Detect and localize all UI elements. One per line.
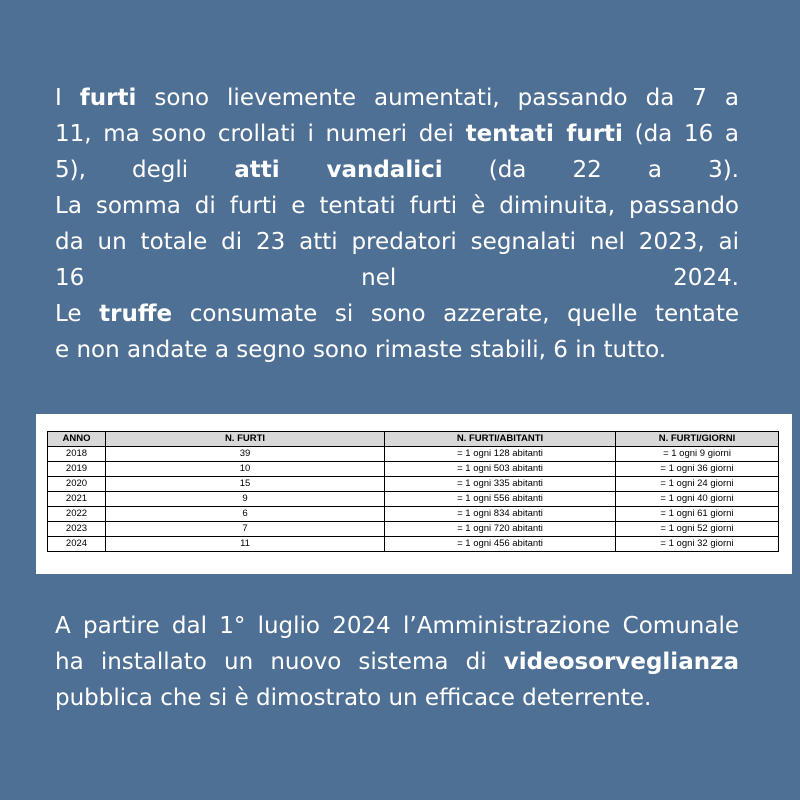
intro-line [55,296,739,332]
statistics-table-card [36,414,792,574]
closing-paragraph [55,608,739,716]
cell-n-furti: 10 [106,462,385,477]
text-segment: 11, ma sono crollati i numeri dei [55,121,466,147]
thefts-table [47,431,779,552]
text-segment: (da 16 a [622,121,739,147]
cell-n-furti: 39 [106,447,385,462]
text-segment: consumate si sono azzerate, quelle tentate [172,301,740,327]
text-segment: pubblica che si è dimostrato un efficace deterrente. [55,685,652,711]
closing-line [55,644,739,680]
intro-paragraph [55,80,739,368]
intro-line [55,152,739,188]
cell-furti-giorni: = 1 ogni 36 giorni [616,462,779,477]
table-row [48,522,779,537]
table-row [48,492,779,507]
cell-n-furti: 7 [106,522,385,537]
table-body [48,447,779,552]
header-n-furti: N. FURTI [106,432,385,447]
cell-furti-abitanti: = 1 ogni 335 abitanti [385,477,616,492]
cell-furti-abitanti: = 1 ogni 128 abitanti [385,447,616,462]
cell-n-furti: 15 [106,477,385,492]
cell-n-furti: 11 [106,537,385,552]
cell-furti-abitanti: = 1 ogni 503 abitanti [385,462,616,477]
cell-anno: 2024 [48,537,106,552]
text-segment: ha installato un nuovo sistema di [55,649,504,675]
intro-line [55,116,739,152]
cell-furti-giorni: = 1 ogni 61 giorni [616,507,779,522]
table-row [48,477,779,492]
cell-anno: 2019 [48,462,106,477]
cell-furti-abitanti: = 1 ogni 834 abitanti [385,507,616,522]
text-segment: 16 nel 2024. [55,265,739,291]
cell-furti-abitanti: = 1 ogni 720 abitanti [385,522,616,537]
intro-line [55,332,739,368]
intro-line [55,80,739,116]
bold-keyword: videosorveglianza [503,649,739,675]
cell-furti-giorni: = 1 ogni 32 giorni [616,537,779,552]
text-segment: da un totale di 23 atti predatori segnalati nel 2023, ai [55,229,739,255]
text-segment: I [55,85,80,111]
header-furti-giorni: N. FURTI/GIORNI [616,432,779,447]
cell-furti-giorni: = 1 ogni 9 giorni [616,447,779,462]
cell-furti-abitanti: = 1 ogni 456 abitanti [385,537,616,552]
bold-keyword: furti [79,85,137,111]
header-furti-abitanti: N. FURTI/ABITANTI [385,432,616,447]
cell-anno: 2021 [48,492,106,507]
bold-keyword: atti vandalici [234,157,443,183]
table-header-row [48,432,779,447]
text-segment: La somma di furti e tentati furti è diminuita, passando [55,193,739,219]
cell-n-furti: 6 [106,507,385,522]
text-segment: A partire dal 1° luglio 2024 l’Amministrazione Comunale [55,613,739,639]
table-row [48,462,779,477]
cell-anno: 2022 [48,507,106,522]
cell-furti-giorni: = 1 ogni 52 giorni [616,522,779,537]
text-segment: Le [55,301,100,327]
table-row [48,447,779,462]
text-segment: 5), degli [55,157,235,183]
table-row [48,507,779,522]
cell-furti-abitanti: = 1 ogni 556 abitanti [385,492,616,507]
cell-furti-giorni: = 1 ogni 40 giorni [616,492,779,507]
bold-keyword: truffe [99,301,173,327]
text-segment: (da 22 a 3). [442,157,739,183]
intro-line [55,224,739,260]
bold-keyword: tentati furti [465,121,623,147]
intro-line [55,188,739,224]
closing-line [55,680,739,716]
cell-anno: 2020 [48,477,106,492]
table-row [48,537,779,552]
header-anno: ANNO [48,432,106,447]
text-segment: e non andate a segno sono rimaste stabili, 6 in tutto. [55,337,667,363]
intro-line [55,260,739,296]
text-segment: sono lievemente aumentati, passando da 7 a [136,85,739,111]
closing-line [55,608,739,644]
cell-n-furti: 9 [106,492,385,507]
cell-anno: 2023 [48,522,106,537]
cell-furti-giorni: = 1 ogni 24 giorni [616,477,779,492]
cell-anno: 2018 [48,447,106,462]
